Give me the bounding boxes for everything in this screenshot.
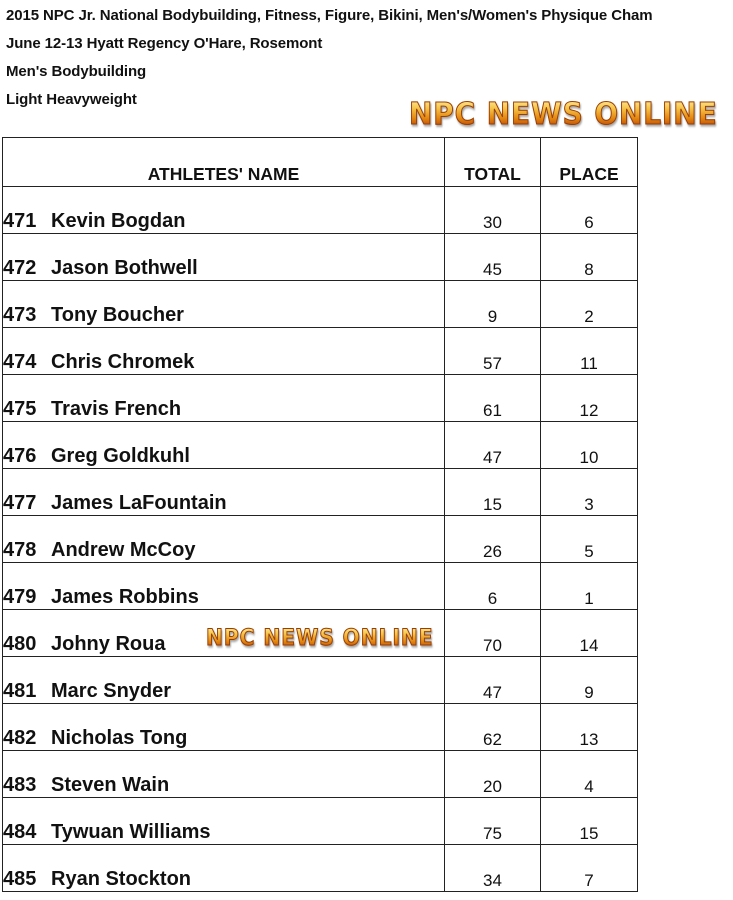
athlete-number: 483	[3, 774, 37, 796]
athlete-name: Chris Chromek	[51, 351, 195, 373]
athlete-name: Travis French	[51, 398, 182, 420]
athlete-name: Ryan Stockton	[51, 868, 192, 890]
athlete-name: James Robbins	[51, 586, 199, 608]
table-row	[3, 422, 638, 469]
column-header-athletes-name: ATHLETES' NAME	[3, 138, 445, 187]
table-row	[3, 798, 638, 845]
total-cell: 62	[445, 704, 541, 751]
athlete-name: Nicholas Tong	[51, 727, 188, 749]
place-cell: 10	[541, 422, 638, 469]
place-cell: 8	[541, 234, 638, 281]
athlete-cell	[3, 704, 445, 751]
total-cell: 47	[445, 657, 541, 704]
athlete-name: Tony Boucher	[51, 304, 184, 326]
total-cell: 6	[445, 563, 541, 610]
table-row	[3, 187, 638, 234]
athlete-number: 474	[3, 351, 37, 373]
athlete-cell	[3, 281, 445, 328]
athlete-name: James LaFountain	[51, 492, 227, 514]
total-cell: 61	[445, 375, 541, 422]
place-cell: 4	[541, 751, 638, 798]
table-row	[3, 328, 638, 375]
total-cell: 34	[445, 845, 541, 892]
athlete-name: Steven Wain	[51, 774, 170, 796]
total-cell: 75	[445, 798, 541, 845]
athlete-number: 485	[3, 868, 37, 890]
athlete-cell	[3, 234, 445, 281]
athlete-number: 471	[3, 210, 37, 232]
table-row	[3, 516, 638, 563]
place-cell: 2	[541, 281, 638, 328]
athlete-cell	[3, 422, 445, 469]
npc-news-online-watermark-logo: NPC NEWS ONLINE	[206, 626, 434, 651]
athlete-number: 473	[3, 304, 37, 326]
total-cell: 47	[445, 422, 541, 469]
division-label: Men's Bodybuilding	[6, 63, 147, 80]
place-cell: 5	[541, 516, 638, 563]
total-cell: 57	[445, 328, 541, 375]
npc-news-online-watermark-logo: NPC NEWS ONLINE	[409, 97, 718, 132]
place-cell: 3	[541, 469, 638, 516]
athlete-name: Tywuan Williams	[51, 821, 211, 843]
total-cell: 70	[445, 610, 541, 657]
athlete-cell	[3, 798, 445, 845]
athlete-number: 482	[3, 727, 37, 749]
place-cell: 6	[541, 187, 638, 234]
place-cell: 11	[541, 328, 638, 375]
athlete-cell	[3, 657, 445, 704]
athlete-number: 477	[3, 492, 37, 514]
total-cell: 45	[445, 234, 541, 281]
athlete-number: 480	[3, 633, 37, 655]
athlete-cell	[3, 187, 445, 234]
table-row	[3, 751, 638, 798]
athlete-cell	[3, 469, 445, 516]
athlete-number: 475	[3, 398, 37, 420]
athlete-cell	[3, 328, 445, 375]
athlete-name: Jason Bothwell	[51, 257, 198, 279]
place-cell: 9	[541, 657, 638, 704]
total-cell: 20	[445, 751, 541, 798]
athlete-name: Johny Roua	[51, 633, 166, 655]
table-row	[3, 375, 638, 422]
table-row	[3, 657, 638, 704]
athlete-number: 481	[3, 680, 37, 702]
athlete-name: Greg Goldkuhl	[51, 445, 190, 467]
column-header-place: PLACE	[541, 138, 638, 187]
total-cell: 15	[445, 469, 541, 516]
athlete-number: 476	[3, 445, 37, 467]
table-row	[3, 845, 638, 892]
place-cell: 14	[541, 610, 638, 657]
table-row	[3, 563, 638, 610]
place-cell: 1	[541, 563, 638, 610]
total-cell: 26	[445, 516, 541, 563]
athlete-cell	[3, 516, 445, 563]
place-cell: 13	[541, 704, 638, 751]
results-table	[2, 137, 638, 892]
event-title: 2015 NPC Jr. National Bodybuilding, Fitness, Figure, Bikini, Men's/Women's Physique Cham	[6, 7, 653, 24]
athlete-cell	[3, 375, 445, 422]
athlete-number: 472	[3, 257, 37, 279]
weight-class-label: Light Heavyweight	[6, 91, 137, 108]
place-cell: 7	[541, 845, 638, 892]
athlete-name: Marc Snyder	[51, 680, 172, 702]
athlete-number: 478	[3, 539, 37, 561]
table-row	[3, 281, 638, 328]
athlete-number: 484	[3, 821, 37, 843]
athlete-cell	[3, 751, 445, 798]
athlete-name: Kevin Bogdan	[51, 210, 186, 232]
table-row	[3, 469, 638, 516]
column-header-total: TOTAL	[445, 138, 541, 187]
athlete-number: 479	[3, 586, 37, 608]
athlete-cell	[3, 845, 445, 892]
total-cell: 9	[445, 281, 541, 328]
table-row	[3, 704, 638, 751]
athlete-name: Andrew McCoy	[51, 539, 196, 561]
place-cell: 12	[541, 375, 638, 422]
athlete-cell	[3, 563, 445, 610]
event-date-venue: June 12-13 Hyatt Regency O'Hare, Rosemont	[6, 35, 323, 52]
total-cell: 30	[445, 187, 541, 234]
table-header-row	[3, 138, 638, 187]
table-row	[3, 234, 638, 281]
place-cell: 15	[541, 798, 638, 845]
